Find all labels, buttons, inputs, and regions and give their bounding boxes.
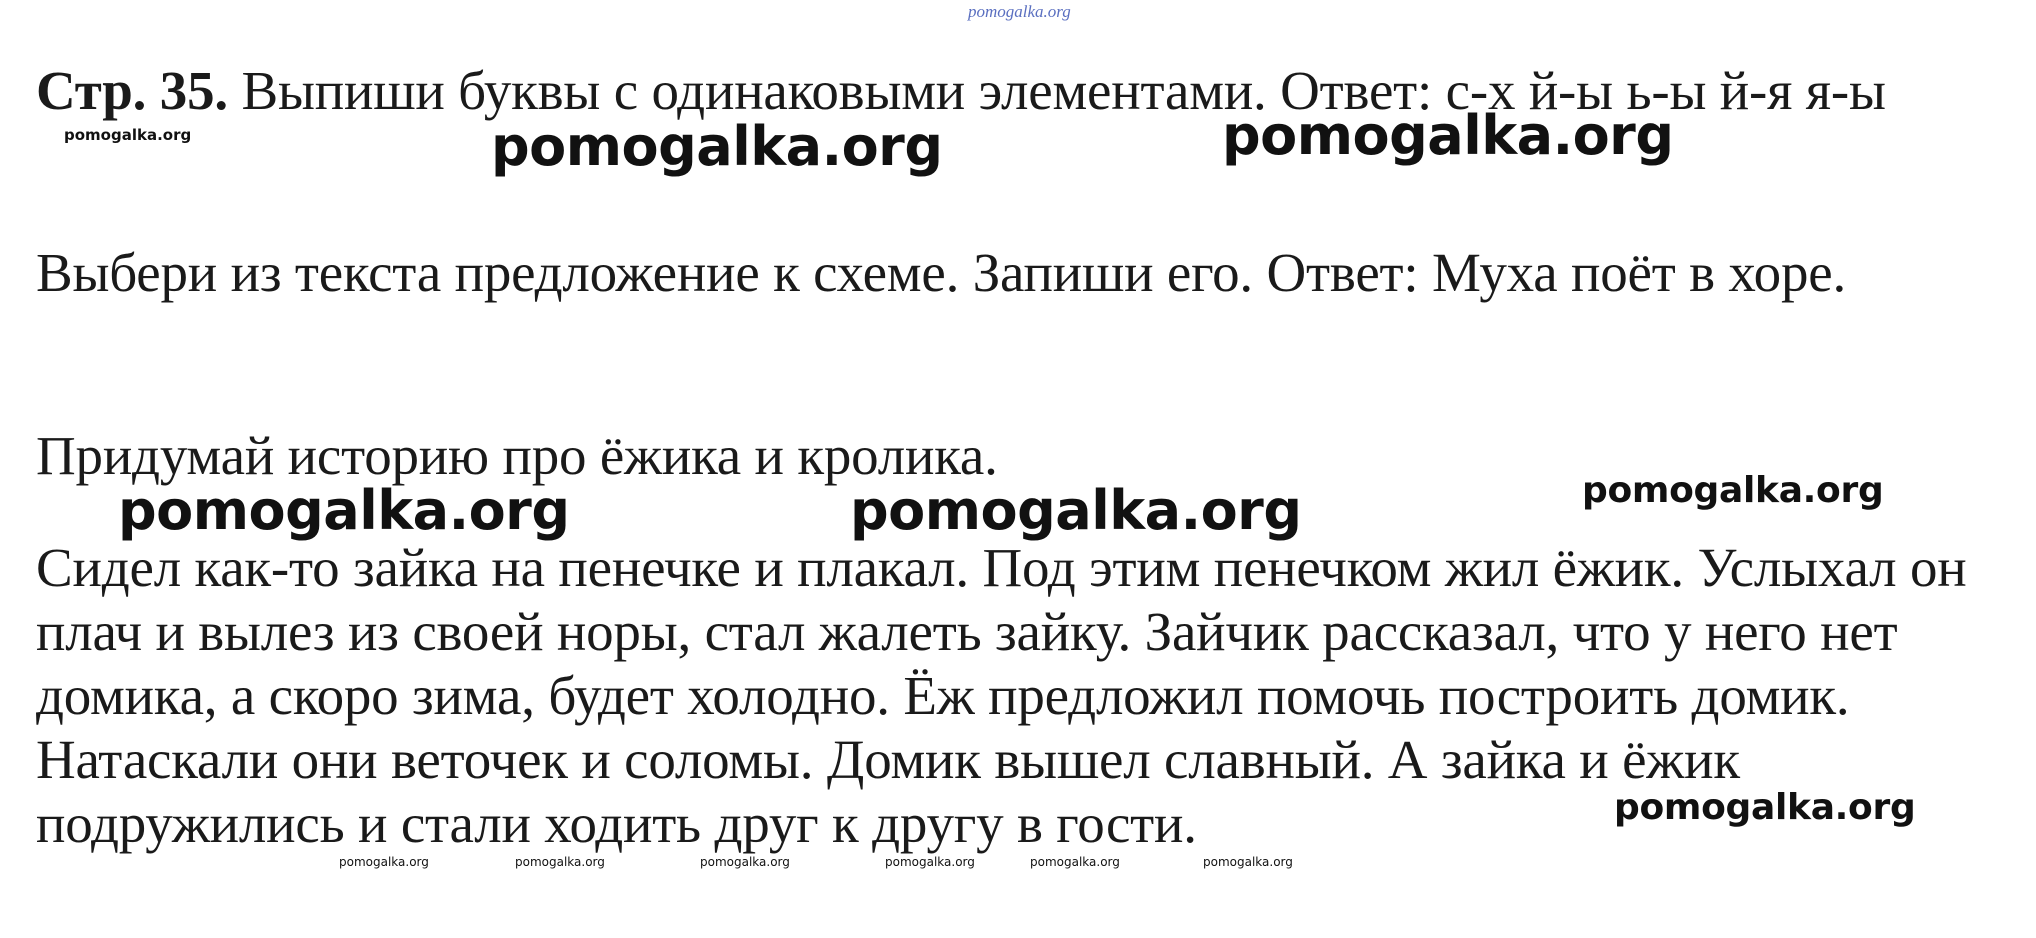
task-paragraph-1 — [36, 58, 2011, 123]
watermark-medium-2: pomogalka.org — [1614, 787, 1916, 828]
watermark-medium-1: pomogalka.org — [1582, 470, 1884, 511]
watermark-small-1: pomogalka.org — [64, 126, 192, 144]
task-2-text: Выбери из текста предложение к схеме. Запиши его. Ответ: Муха поёт в хоре. — [36, 242, 1847, 303]
watermark-large-4: pomogalka.org — [850, 479, 1302, 542]
watermark-tiny-1: pomogalka.org — [339, 855, 429, 869]
task-1-text: Выпиши буквы с одинаковыми элементами. Ответ: с-х й-ы ь-ы й-я я-ы — [241, 60, 1886, 121]
task-paragraph-2 — [36, 240, 2011, 305]
story-text: Сидел как-то зайка на пенечке и плакал. Под этим пенечком жил ёжик. Услыхал он плач и вылез из своей норы, стал жалеть зайку. Зайчик рассказал, что у него нет домика, а скоро зима, будет холодно. Ёж предложил помочь построить домик. Натаскали они веточек и соломы. Домик вышел славный. А зайка и ёжик подружились и стали ходить друг к другу в гости. — [36, 537, 1967, 854]
task-3-text: Придумай историю про ёжика и кролика. — [36, 425, 998, 486]
watermark-tiny-6: pomogalka.org — [1203, 855, 1293, 869]
watermark-tiny-2: pomogalka.org — [515, 855, 605, 869]
watermark-tiny-3: pomogalka.org — [700, 855, 790, 869]
watermark-large-1: pomogalka.org — [491, 115, 943, 178]
page-label: Стр. 35. — [36, 60, 228, 121]
watermark-large-3: pomogalka.org — [118, 479, 570, 542]
watermark-large-2: pomogalka.org — [1222, 104, 1674, 167]
watermark-tiny-4: pomogalka.org — [885, 855, 975, 869]
watermark-top: pomogalka.org — [968, 2, 1071, 21]
watermark-tiny-5: pomogalka.org — [1030, 855, 1120, 869]
